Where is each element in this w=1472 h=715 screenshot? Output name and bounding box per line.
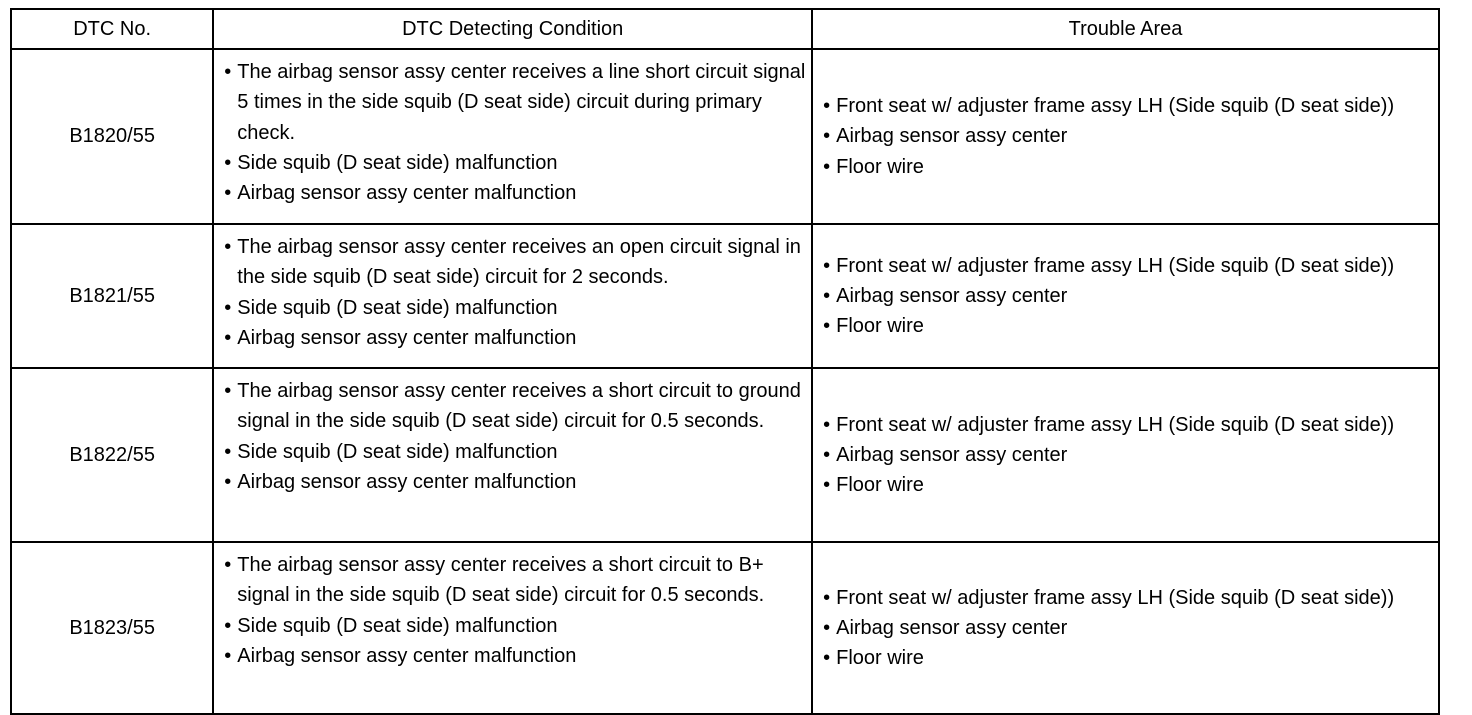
table-row: [11, 542, 1439, 714]
table-row: [11, 368, 1439, 542]
header-detecting-condition: DTC Detecting Condition: [213, 9, 812, 49]
detecting-condition-cell: [213, 49, 812, 224]
trouble-area-list: [823, 410, 1438, 501]
detecting-condition-cell: [213, 542, 812, 714]
condition-list: [224, 57, 811, 208]
trouble-area-item: • Floor wire: [823, 152, 1438, 182]
trouble-area-item: • Airbag sensor assy center: [823, 613, 1438, 643]
header-row: [11, 9, 1439, 49]
trouble-area-cell: [812, 224, 1439, 368]
trouble-area-item: • Floor wire: [823, 643, 1438, 673]
dtc-code: B1821/55: [11, 224, 213, 368]
trouble-area-item: • Floor wire: [823, 470, 1438, 500]
condition-item: • Side squib (D seat side) malfunction: [224, 148, 811, 178]
condition-item: • Airbag sensor assy center malfunction: [224, 641, 811, 671]
condition-list: [224, 376, 811, 497]
table-row: [11, 224, 1439, 368]
trouble-area-item: • Airbag sensor assy center: [823, 440, 1438, 470]
condition-item: • The airbag sensor assy center receives a line short circuit signal 5 times in the side squib (D seat side) circuit during primary check.: [224, 57, 811, 148]
condition-item: • Airbag sensor assy center malfunction: [224, 178, 811, 208]
condition-list: [224, 232, 811, 353]
detecting-condition-cell: [213, 224, 812, 368]
condition-item: • The airbag sensor assy center receives an open circuit signal in the side squib (D seat side) circuit for 2 seconds.: [224, 232, 811, 293]
condition-item: • Side squib (D seat side) malfunction: [224, 611, 811, 641]
trouble-area-cell: [812, 542, 1439, 714]
trouble-area-list: [823, 91, 1438, 182]
trouble-area-item: • Front seat w/ adjuster frame assy LH (Side squib (D seat side)): [823, 251, 1438, 281]
trouble-area-cell: [812, 368, 1439, 542]
condition-item: • Side squib (D seat side) malfunction: [224, 437, 811, 467]
condition-item: • Side squib (D seat side) malfunction: [224, 293, 811, 323]
header-trouble-area: Trouble Area: [812, 9, 1439, 49]
table-row: [11, 49, 1439, 224]
condition-list: [224, 550, 811, 671]
dtc-table: [10, 8, 1440, 715]
condition-item: • Airbag sensor assy center malfunction: [224, 467, 811, 497]
detecting-condition-cell: [213, 368, 812, 542]
condition-item: • The airbag sensor assy center receives a short circuit to ground signal in the side squib (D seat side) circuit for 0.5 seconds.: [224, 376, 811, 437]
trouble-area-list: [823, 251, 1438, 342]
condition-item: • Airbag sensor assy center malfunction: [224, 323, 811, 353]
header-dtc-no: DTC No.: [11, 9, 213, 49]
dtc-code: B1823/55: [11, 542, 213, 714]
trouble-area-cell: [812, 49, 1439, 224]
condition-item: • The airbag sensor assy center receives a short circuit to B+ signal in the side squib (D seat side) circuit for 0.5 seconds.: [224, 550, 811, 611]
trouble-area-item: • Floor wire: [823, 311, 1438, 341]
trouble-area-item: • Front seat w/ adjuster frame assy LH (Side squib (D seat side)): [823, 583, 1438, 613]
trouble-area-item: • Airbag sensor assy center: [823, 121, 1438, 151]
trouble-area-item: • Front seat w/ adjuster frame assy LH (Side squib (D seat side)): [823, 91, 1438, 121]
dtc-code: B1820/55: [11, 49, 213, 224]
dtc-code: B1822/55: [11, 368, 213, 542]
trouble-area-list: [823, 583, 1438, 674]
trouble-area-item: • Front seat w/ adjuster frame assy LH (Side squib (D seat side)): [823, 410, 1438, 440]
trouble-area-item: • Airbag sensor assy center: [823, 281, 1438, 311]
